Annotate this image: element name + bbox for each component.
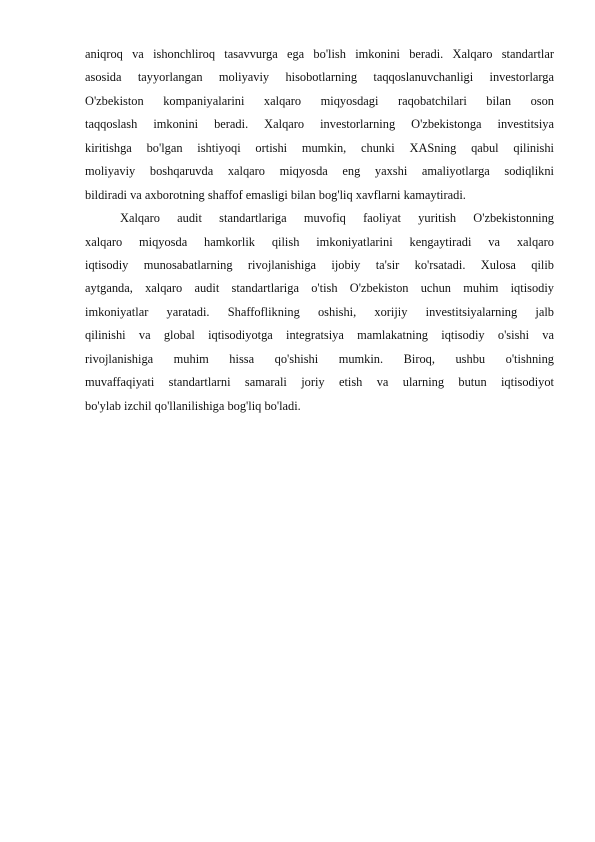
paragraph-1-line-6: moliyaviy boshqaruvda xalqaro miqyosda eng yaxshi amaliyotlarga sodiqlikni (85, 164, 554, 179)
paragraph-2-line-2: xalqaro miqyosda hamkorlik qilish imkoniyatlarini kengaytiradi va xalqaro (85, 234, 554, 249)
paragraph-2-line-4: aytganda, xalqaro audit standartlariga o'tish O'zbekiston uchun muhim iqtisodiy (85, 281, 554, 296)
body-text (85, 43, 554, 418)
paragraph-2-line-1: Xalqaro audit standartlariga muvofiq faoliyat yuritish O'zbekistonning (120, 211, 554, 226)
paragraph-1-line-3: O'zbekiston kompaniyalarini xalqaro miqyosdagi raqobatchilari bilan oson (85, 93, 554, 108)
paragraph-1-line-5: kiritishga bo'lgan ishtiyoqi ortishi mumkin, chunki XASning qabul qilinishi (85, 140, 554, 155)
paragraph-1-line-1: aniqroq va ishonchliroq tasavvurga ega bo'lish imkonini beradi. Xalqaro standartlar (85, 47, 554, 61)
paragraph-1-line-7: bildiradi va axborotning shaffof emasligi bilan bog'liq xavflarni kamaytiradi. (85, 187, 466, 202)
paragraph-2-line-6: qilinishi va global iqtisodiyotga integratsiya mamlakatning iqtisodiy o'sishi va (85, 328, 554, 343)
paragraph-2-line-7: rivojlanishiga muhim hissa qo'shishi mumkin. Biroq, ushbu o'tishning (85, 351, 554, 366)
paragraph-2-line-3: iqtisodiy munosabatlarning rivojlanishiga ijobiy ta'sir ko'rsatadi. Xulosa qilib (85, 257, 554, 272)
paragraph-2-line-5: imkoniyatlar yaratadi. Shaffoflikning oshishi, xorijiy investitsiyalarning jalb (85, 304, 554, 319)
paragraph-2-line-8: muvaffaqiyati standartlarni samarali joriy etish va ularning butun iqtisodiyot (85, 375, 554, 390)
paragraph-1-line-4: taqqoslash imkonini beradi. Xalqaro investorlarning O'zbekistonga investitsiya (85, 117, 554, 132)
paragraph-1-line-2: asosida tayyorlangan moliyaviy hisobotlarning taqqoslanuvchanligi investorlarga (85, 70, 554, 85)
paragraph-2-line-9: bo'ylab izchil qo'llanilishiga bog'liq bo'ladi. (85, 398, 301, 413)
